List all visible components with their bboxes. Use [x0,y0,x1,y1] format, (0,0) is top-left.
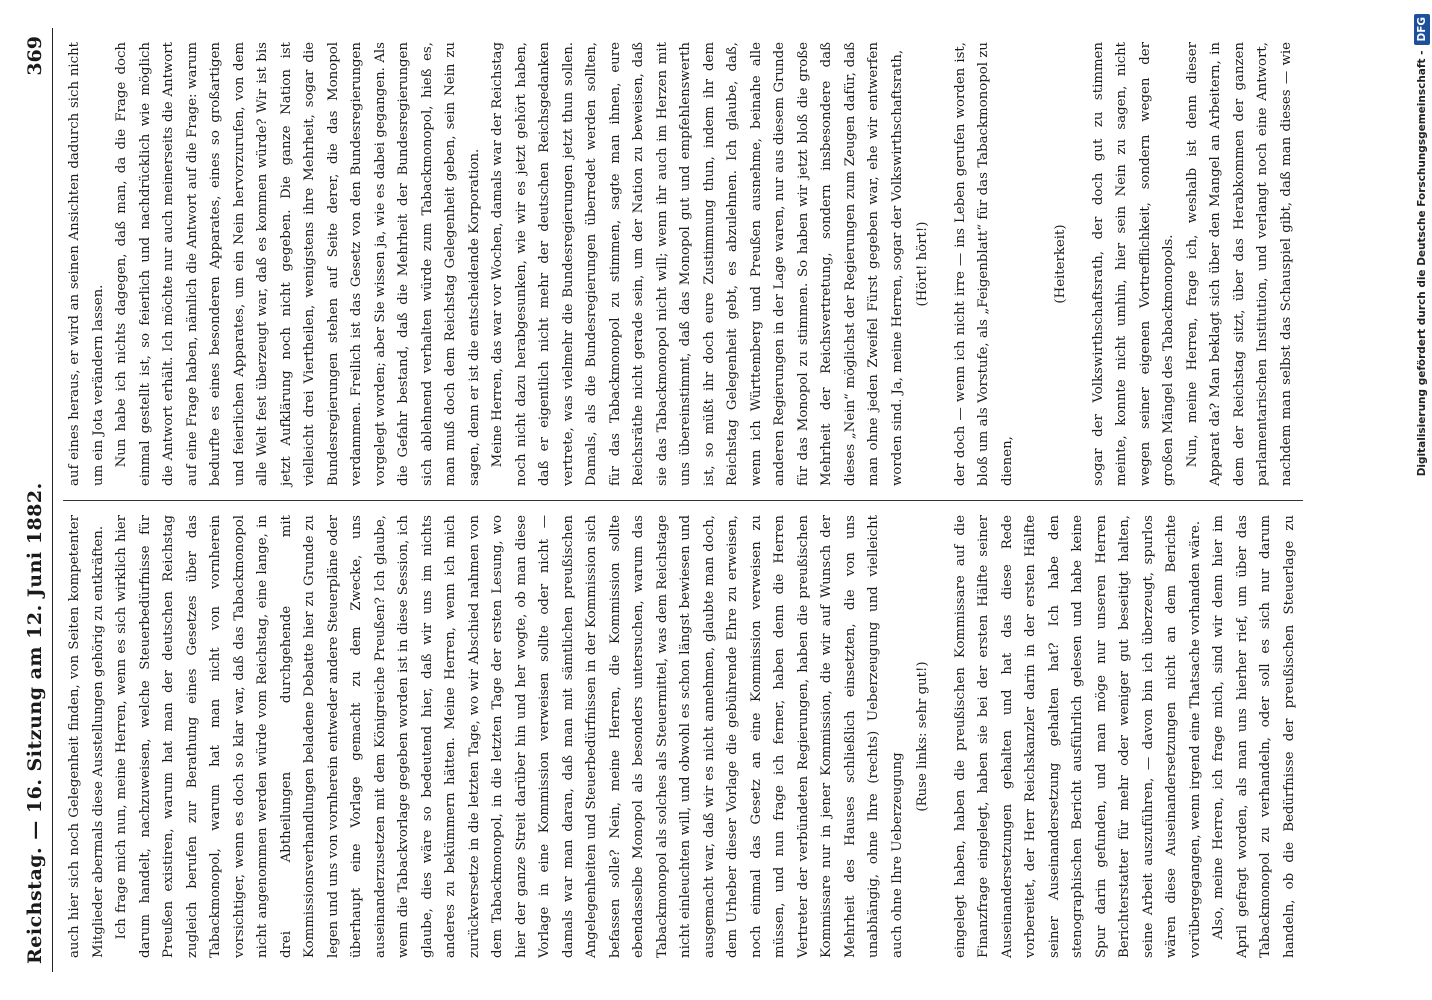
paragraph: auf eines heraus, er wird an seinen Ansichten dadurch sich nicht um ein Jota verändern lassen. [67,42,106,486]
paragraph: eingelegt haben, haben die preußischen Kommissare auf die Finanzfrage eingelegt, haben sie bei der ersten Hälfte seiner Auseinandersetzungen gehalten und hat das diese Rede vorbereitet, der Herr Reichskanzler darin in der ersten Hälfte seiner Auseinandersetzung gehalten hat? Ich habe den stenographischen Bericht ausführlich gelesen und habe keine Spur darin gefunden, und man möge nur unseren Herren Berichterstatter für mehr oder weniger gut beseitigt halten, seine Arbeit auszuführen, — davon bin ich überzeugt, spurlos wären diese Auseinandersetzungen nicht an dem Berichte vorübergegangen, wenn irgend eine Thatsache vorhanden wäre. [952,515,1203,958]
left-column [63,500,1303,972]
interjection: (Heiterkeit) [1053,224,1068,304]
spacer [937,42,949,486]
dfg-logo: DFG [1414,14,1430,45]
spacer [937,515,949,958]
paragraph: der doch — wenn ich nicht irre — ins Leben gerufen worden ist, bloß um als Vorstufe, als „Feigenblatt“ für das Tabackmonopol zu dienen, [952,42,1015,486]
interjection: (Ruse links: sehr gut!) [915,661,930,812]
page-title: Reichstag. — 16. Sitzung am 12. Juni 1882. [24,482,46,964]
paragraph: Meine Herren, das war vor Wochen, damals war der Reichstag noch nicht dazu herabgesunken, wie wir es jetzt gehört haben, daß er eigentlich nicht mehr der deutschen Reichsgedanken vertrete, was vielmehr die Bundesregierungen jetzt thun sollen. Damals, als die Bundesregierungen überredet werden sollten, für das Tabackmonopol zu stimmen, sagte man ihnen, eure Reichsräthe nicht gerade sein, um der Nation zu beweisen, daß sie das Tabackmonopol nicht will; wenn ihr auch im Herzen mit uns übereinstimmt, daß das Monopol gut und empfehlenswerth ist, so müßt ihr doch eure Zustimmung thun, indem ihr dem Reichstag Gelegenheit gebt, es abzulehnen. Ich glaube, daß, wenn ich Württemberg und Preußen ausnehme, beinahe alle anderen Regierungen in der Lage waren, nur aus diesem Grunde für das Monopol zu stimmen. So haben wir jetzt bloß die große Mehrheit der Reichsvertretung, sondern insbesondere daß dieses „Nein“ möglichst der Regierungen zum Zeugen dafür, daß man ohne jeden Zweifel Fürst gegeben war, ehe wir entwerfen worden sind. Ja, meine Herren, sogar der Volkswirthschaftsrath, [490,42,905,486]
paragraph: sogar der Volkswirthschaftsrath, der doch gut zu stimmen meinte, konnte nicht umhin, hier sein Nein zu sagen, nicht wegen seiner eigenen Vortrefflichkeit, sondern wegen der großen Mängel des Tabackmonopols. [1090,42,1176,486]
paragraph: Nun habe ich nichts dagegen, daß man, da die Frage doch einmal gestellt ist, so feierlich und nachdrücklich wie möglich die Antwort erhält. Ich möchte nur auch meinerseits die Antwort auf eine Frage haben, nämlich die Antwort auf die Frage: warum bedurfte es eines besonderen Apparates, eines so großartigen und feierlichen Apparates, um ein Nein hervorzurufen, von dem alle Welt fest überzeugt war, daß es kommen würde? Wir ist bis jetzt Aufklärung noch nicht gegeben. Die ganze Nation ist vielleicht drei Viertheilen, wenigstens ihre Mehrheit, sogar die Bundesregierungen stehen auf Seite derer, die das Monopol verdammen. Freilich ist das Gesetz von den Bundesregierungen vorgelegt worden; aber Sie wissen ja, wie es dabei gegangen. Als die Gefahr bestand, daß die Mehrheit der Bundesregierungen sich ablehnend verhalten würde zum Tabackmonopol, hieß es, man muß doch dem Reichstag Gelegenheit geben, sein Nein zu sagen, denn er ist die entscheidende Korporation. [114,42,482,486]
spacer [1019,42,1047,486]
paragraph: auch hier sich noch Gelegenheit finden, von Seiten kompetenter Mitglieder abermals diese Ausstellungen gehörig zu entkräften. [67,515,106,958]
dfg-stamp [1414,14,1430,984]
dfg-stamp-text [1414,14,1430,984]
dfg-stamp-label: Digitalisierung gefördert durch die Deutsche Forschungsgemeinschaft - [1416,50,1428,477]
paragraph: Also, meine Herren, ich frage mich, sind wir denn hier im April gefragt worden, als man uns hierher rief, um über das Tabackmonopol zu verhandeln, oder soll es sich nur darum handeln, ob die Bedürfnisse der preußischen Steuerlage zu [1211,515,1297,958]
paragraph: Ich frage mich nun, meine Herren, wenn es sich wirklich hier darum handelt, nachzuweisen, welche Steuerbedürfnisse für Preußen existiren, warum hat man der deutschen Reichstag zugleich berufen zur Berathung eines Gesetzes über das Tabackmonopol, warum hat man nicht von vornherein vorsichtiger, wenn es doch so klar war, daß das Tabackmonopol nicht angenommen werden würde vom Reichstag, eine lange, in drei Abtheilungen durchgehende mit Kommissionsverhandlungen beladene Debatte hier zu Grunde zu legen und uns von vornherein entweder andere Steuerpläne oder überhaupt eine Vorlage gemacht zu dem Zwecke, uns auseinanderzusetzen mit dem Königreiche Preußen? Ich glaube, wenn die Tabackvorlage gegeben worden ist in diese Session, ich glaube, dies wäre so bedeutend hier, daß wir uns im nichts anderes zu bekümmern hätten. Meine Herren, wenn ich mich zurückversetze in die letzten Tage, wo wir Abschied nahmen von dem Tabackmonopol, in die letzten Tage der ersten Lesung, wo hier der ganze Streit darüber hin und her wogte, ob man diese Vorlage in eine Kommission verweisen sollte oder nicht — damals war man daran, daß man mit sämtlichen preußischen Angelegenheiten und Steuerbedürfnissen in der Kommission sich befassen solle? Nein, meine Herren, die Kommission sollte ebendasselbe Monopol als besonders untersuchen, warum das Tabackmonopol als solches als Steuermittel, was dem Reichstage nicht einleuchten will, und obwohl es schon längst bewiesen und ausgemacht war, daß wir es nicht annehmen, glaubte man doch, dem Urheber dieser Vorlage die gebührende Ehre zu erweisen, noch einmal das Gesetz an eine Kommission verweisen zu müssen, und nun frage ich ferner, haben denn die Herren Vertreter der verbündeten Regierungen, haben die preußischen Kommissare nur in jener Kommission, die wir auf Wunsch der Mehrheit des Hauses schließlich einsetzten, die von uns unabhängig, ohne Ihre (rechts) Ueberzeugung und vielleicht auch ohne Ihre Ueberzeugung [114,515,905,958]
page-header [18,28,53,972]
page-number: 369 [24,36,46,76]
right-column [63,28,1303,500]
text-columns [63,28,1303,972]
interjection: (Hört! hört!) [915,221,930,307]
paragraph: Nun, meine Herren, frage ich, weshalb ist denn dieser Apparat da? Man beklagt sich über den Mangel an Arbeitern, in dem der Reichstag sitzt, über das Herabkommen der ganzen parlamentarischen Institution, und verlangt noch eine Antwort, nachdem man selbst das Schauspiel gibt, daß man dieses — wie [1184,42,1294,486]
spacer [1075,42,1087,486]
